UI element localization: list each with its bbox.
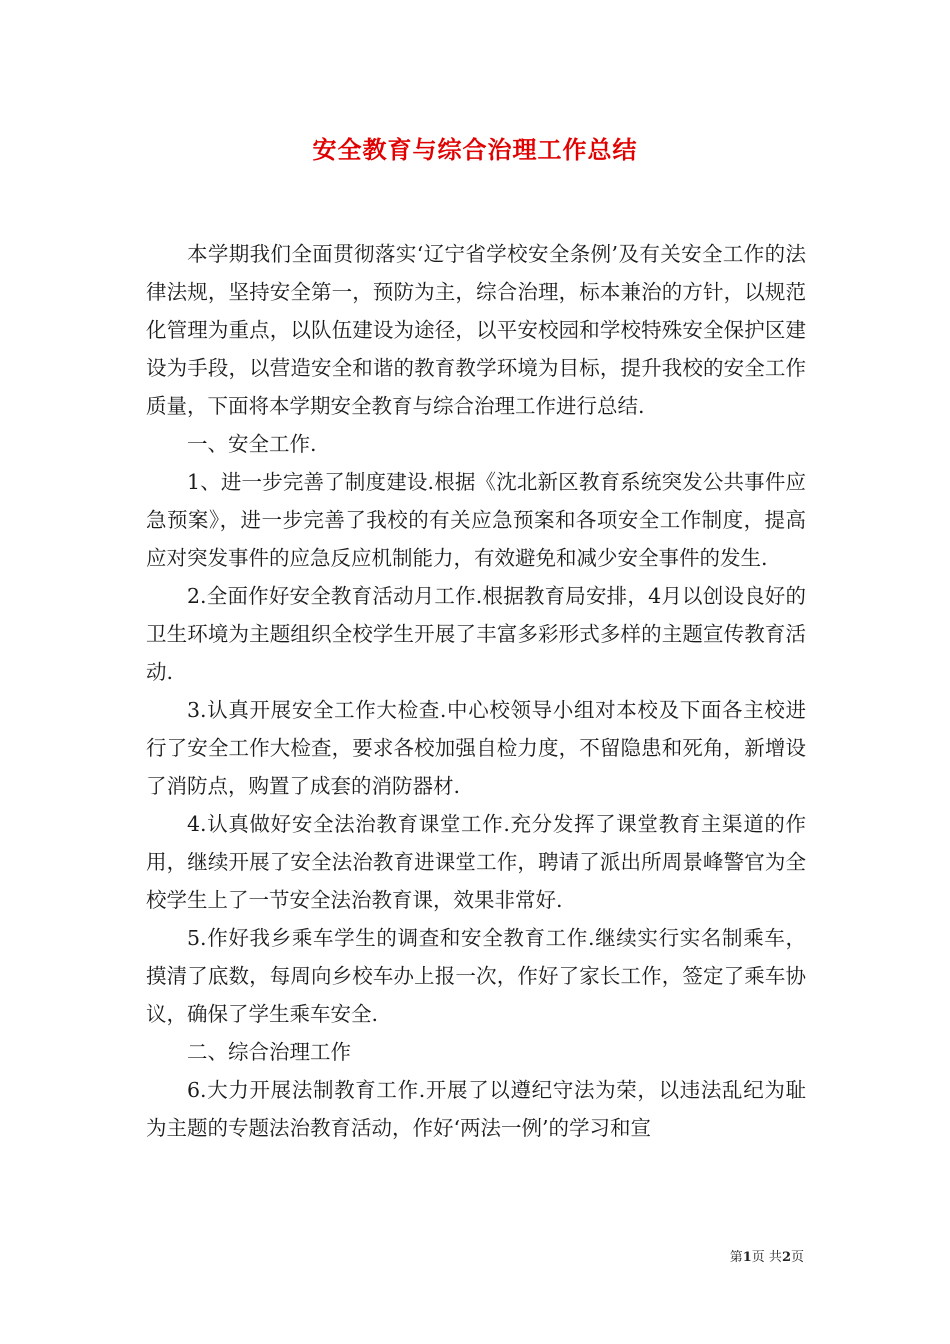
page-footer bbox=[730, 1248, 804, 1268]
paragraph-intro: 本学期我们全面贯彻落实‘辽宁省学校安全条例’及有关安全工作的法律法规，坚持安全第一，预防为主，综合治理，标本兼治的方针，以规范化管理为重点，以队伍建设为途径，以平安校园和学校特殊安全保护区建设为手段，以营造安全和谐的教育教学环境为目标，提升我校的安全工作质量，下面将本学期安全教育与综合治理工作进行总结. bbox=[146, 242, 806, 418]
paragraph-item-6: 6.大力开展法制教育工作.开展了以遵纪守法为荣，以违法乱纪为耻为主题的专题法治教育活动，作好‘两法一例’的学习和宣 bbox=[146, 1078, 806, 1140]
section-heading-governance: 二、综合治理工作 bbox=[187, 1040, 351, 1064]
footer-current-page: 1 bbox=[742, 1250, 752, 1265]
paragraph-item-3: 3.认真开展安全工作大检查.中心校领导小组对本校及下面各主校进行了安全工作大检查，要求各校加强自检力度，不留隐患和死角，新增设了消防点，购置了成套的消防器材. bbox=[146, 698, 806, 798]
footer-total-pages: 2 bbox=[781, 1250, 791, 1265]
paragraph-item-1: 1、进一步完善了制度建设.根据《沈北新区教育系统突发公共事件应急预案》，进一步完善了我校的有关应急预案和各项安全工作制度，提高应对突发事件的应急反应机制能力，有效避免和减少安全事件的发生. bbox=[146, 470, 806, 570]
footer-suffix: 页 bbox=[790, 1250, 804, 1265]
footer-prefix: 第 bbox=[729, 1250, 743, 1265]
paragraph-item-4: 4.认真做好安全法治教育课堂工作.充分发挥了课堂教育主渠道的作用，继续开展了安全法治教育进课堂工作，聘请了派出所周景峰警官为全校学生上了一节安全法治教育课，效果非常好. bbox=[146, 812, 806, 912]
paragraph-item-2: 2.全面作好安全教育活动月工作.根据教育局安排，4月以创设良好的卫生环境为主题组织全校学生开展了丰富多彩形式多样的主题宣传教育活动. bbox=[146, 584, 806, 684]
document-title: 安全教育与综合治理工作总结 bbox=[312, 135, 638, 164]
document-body bbox=[146, 235, 806, 1147]
footer-middle: 页 共 bbox=[751, 1250, 782, 1265]
paragraph-item-5: 5.作好我乡乘车学生的调查和安全教育工作.继续实行实名制乘车，摸清了底数，每周向乡校车办上报一次，作好了家长工作，签定了乘车协议，确保了学生乘车安全. bbox=[146, 926, 806, 1026]
section-heading-safety: 一、安全工作. bbox=[187, 432, 317, 456]
